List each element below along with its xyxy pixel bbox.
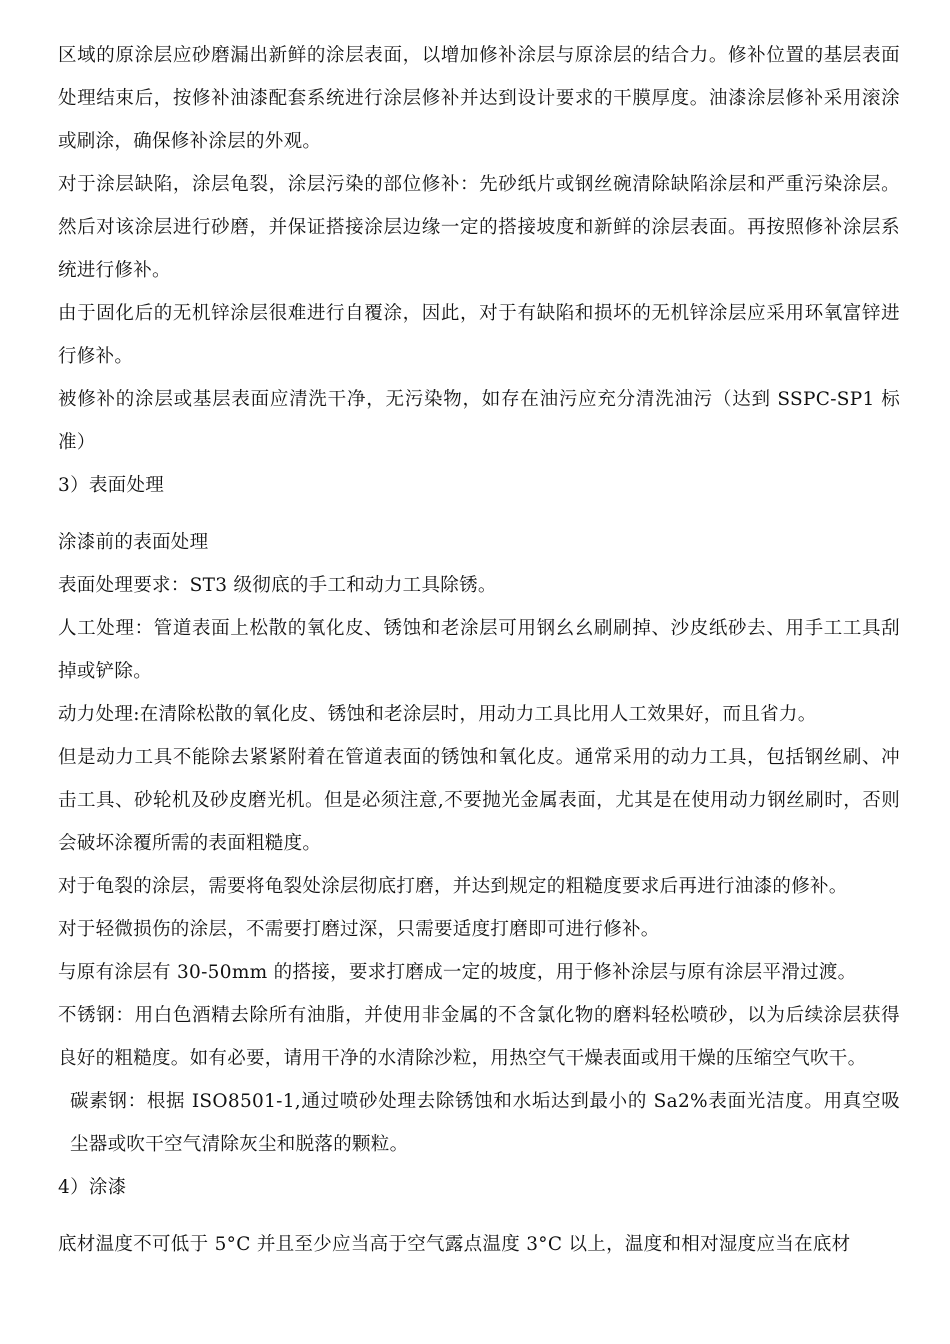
paragraph-carbon-steel: 碳素钢：根据 ISO8501-1,通过喷砂处理去除锈蚀和水垢达到最小的 Sa2%表面光洁度。用真空吸尘器或吹干空气清除灰尘和脱落的颗粒。 bbox=[70, 1091, 900, 1155]
paragraph-cracked-coating: 对于龟裂的涂层，需要将龟裂处涂层彻底打磨，并达到规定的粗糙度要求后再进行油漆的修补。 bbox=[58, 876, 848, 897]
document-page bbox=[58, 34, 900, 1266]
section-heading-surface-treatment: 3）表面处理 bbox=[58, 475, 165, 496]
paragraph-minor-damage: 对于轻微损伤的涂层，不需要打磨过深，只需要适度打磨即可进行修补。 bbox=[58, 919, 660, 940]
paragraph-repair-original-coating: 区域的原涂层应砂磨漏出新鲜的涂层表面，以增加修补涂层与原涂层的结合力。修补位置的基层表面处理结束后，按修补油漆配套系统进行涂层修补并达到设计要求的干膜厚度。油漆涂层修补采用滚涂或刷涂，确保修补涂层的外观。 bbox=[58, 45, 900, 152]
paragraph-manual-treatment: 人工处理：管道表面上松散的氧化皮、锈蚀和老涂层可用钢幺幺刷刷掉、沙皮纸砂去、用手工工具刮掉或铲除。 bbox=[58, 618, 900, 682]
paragraph-defect-repair: 对于涂层缺陷，涂层龟裂，涂层污染的部位修补：先砂纸片或钢丝碗清除缺陷涂层和严重污染涂层。然后对该涂层进行砂磨，并保证搭接涂层边缘一定的搭接坡度和新鲜的涂层表面。再按照修补涂层系统进行修补。 bbox=[58, 174, 900, 281]
paragraph-substrate-temperature: 底材温度不可低于 5°C 并且至少应当高于空气露点温度 3°C 以上，温度和相对湿度应当在底材 bbox=[58, 1234, 851, 1255]
paragraph-overlap: 与原有涂层有 30-50mm 的搭接，要求打磨成一定的坡度，用于修补涂层与原有涂层平滑过渡。 bbox=[58, 962, 857, 983]
paragraph-stainless-steel: 不锈钢：用白色酒精去除所有油脂，并使用非金属的不含氯化物的磨料轻松喷砂，以为后续涂层获得良好的粗糙度。如有必要，请用干净的水清除沙粒，用热空气干燥表面或用干燥的压缩空气吹干。 bbox=[58, 1005, 900, 1069]
paragraph-treatment-requirement: 表面处理要求：ST3 级彻底的手工和动力工具除锈。 bbox=[58, 575, 497, 596]
paragraph-power-tools: 但是动力工具不能除去紧紧附着在管道表面的锈蚀和氧化皮。通常采用的动力工具，包括钢丝刷、冲击工具、砂轮机及砂皮磨光机。但是必须注意,不要抛光金属表面，尤其是在使用动力钢丝刷时，否则会破坏涂覆所需的表面粗糙度。 bbox=[58, 747, 900, 854]
subheading-pre-painting-treatment: 涂漆前的表面处理 bbox=[58, 532, 209, 553]
paragraph-power-treatment: 动力处理:在清除松散的氧化皮、锈蚀和老涂层时，用动力工具比用人工效果好，而且省力。 bbox=[58, 704, 817, 725]
section-heading-painting: 4）涂漆 bbox=[58, 1177, 127, 1198]
paragraph-cleaning-standard: 被修补的涂层或基层表面应清洗干净，无污染物，如存在油污应充分清洗油污（达到 SSPC-SP1 标准） bbox=[58, 389, 900, 453]
paragraph-inorganic-zinc: 由于固化后的无机锌涂层很难进行自覆涂，因此，对于有缺陷和损坏的无机锌涂层应采用环氧富锌进行修补。 bbox=[58, 303, 900, 367]
